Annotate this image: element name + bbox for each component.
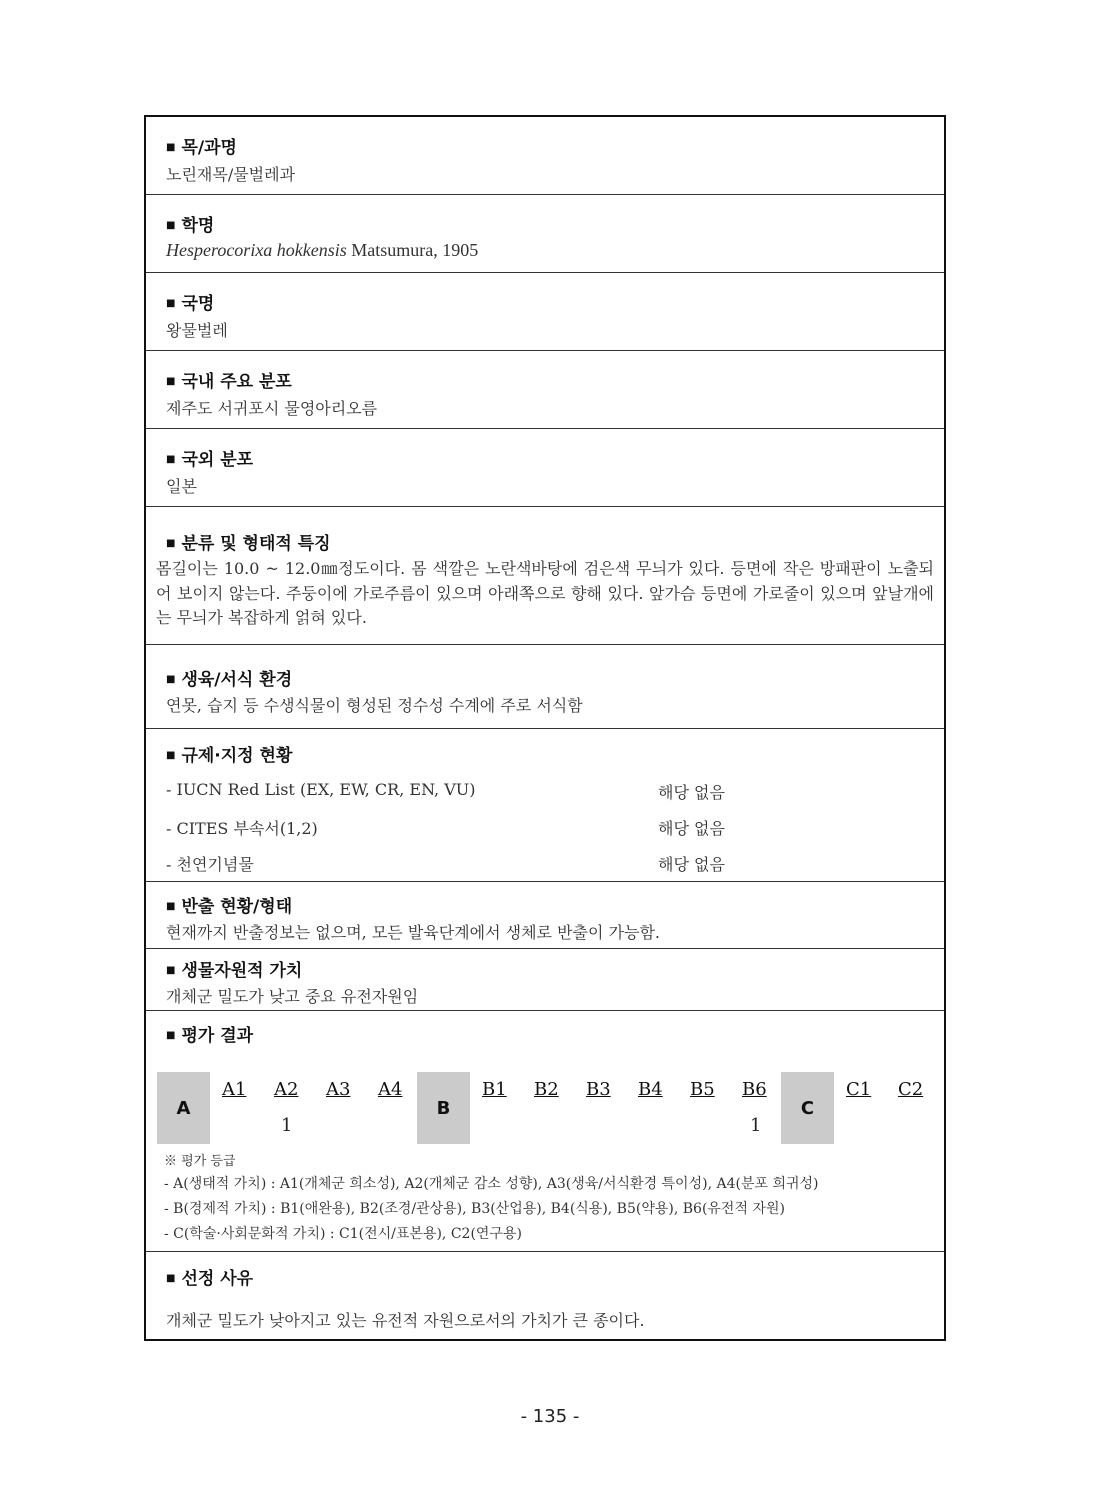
heading-scientific-name: ■ 학명 [166, 216, 215, 236]
regulation-value-iucn: 해당 없음 [658, 783, 725, 802]
eval-note-b: - B(경제적 가치) : B1(애완용), B2(조경/관상용), B3(산업용), B4(식용), B5(약용), B6(유전적 자원) [164, 1201, 785, 1217]
eval-code-c2: C2 [898, 1079, 924, 1100]
section-scientific-name [146, 195, 944, 273]
regulation-label-monument: - 천연기념물 [166, 855, 254, 874]
section-regulation [146, 729, 944, 882]
eval-code-b5: B5 [690, 1079, 715, 1100]
section-domestic-distribution [146, 351, 944, 429]
section-export [146, 882, 944, 949]
eval-code-a4: A4 [378, 1079, 403, 1100]
eval-code-b1: B1 [482, 1079, 507, 1100]
section-foreign-distribution [146, 429, 944, 507]
eval-code-b2: B2 [534, 1079, 559, 1100]
section-morphology [146, 507, 944, 645]
eval-code-a1: A1 [222, 1079, 247, 1100]
heading-regulation: ■ 규제·지정 현황 [166, 746, 293, 766]
heading-reason: ■ 선정 사유 [166, 1269, 254, 1289]
section-order-family [146, 117, 944, 195]
heading-foreign-distribution: ■ 국외 분포 [166, 450, 254, 470]
heading-evaluation: ■ 평가 결과 [166, 1026, 254, 1046]
page-number: - 135 - [520, 1406, 580, 1427]
section-bio-value [146, 949, 944, 1011]
eval-code-a3: A3 [326, 1079, 351, 1100]
heading-domestic-distribution: ■ 국내 주요 분포 [166, 372, 292, 392]
eval-note-title: ※ 평가 등급 [164, 1154, 236, 1169]
eval-value-b6: 1 [750, 1115, 762, 1136]
eval-code-b4: B4 [638, 1079, 663, 1100]
heading-export: ■ 반출 현황/형태 [166, 897, 293, 917]
species-info-table [144, 115, 946, 1341]
eval-note-c: - C(학술·사회문화적 가치) : C1(전시/표본용), C2(연구용) [164, 1226, 522, 1242]
section-evaluation [146, 1011, 944, 1252]
eval-code-b3: B3 [586, 1079, 611, 1100]
eval-group-a: A [157, 1072, 210, 1144]
heading-habitat: ■ 생육/서식 환경 [166, 670, 293, 690]
eval-group-c: C [781, 1072, 834, 1144]
text-morphology: 몸길이는 10.0 ~ 12.0㎜정도이다. 몸 색깔은 노란색바탕에 검은색 무늬가 있다. 등면에 작은 방패판이 노출되어 보이지 않는다. 주둥이에 가로주름이 있으며 아래쪽으로 향해 있다. 앞가슴 등면에 가로줄이 있으며 앞날개에는 무늬가 복잡하게 얽혀 있다. [156, 559, 934, 627]
heading-morphology: ■ 분류 및 형태적 특징 [166, 534, 331, 554]
value-bio-value: 개체군 밀도가 낮고 중요 유전자원임 [166, 987, 419, 1006]
section-habitat [146, 645, 944, 729]
eval-value-a2: 1 [281, 1115, 293, 1136]
eval-code-b6: B6 [742, 1079, 767, 1100]
heading-korean-name: ■ 국명 [166, 294, 215, 314]
heading-order-family: ■ 목/과명 [166, 138, 237, 158]
regulation-value-cites: 해당 없음 [658, 819, 725, 838]
heading-bio-value: ■ 생물자원적 가치 [166, 961, 303, 981]
eval-group-b: B [417, 1072, 470, 1144]
value-order-family: 노린재목/물벌레과 [166, 165, 296, 184]
value-foreign-distribution: 일본 [166, 477, 197, 496]
regulation-label-iucn: - IUCN Red List (EX, EW, CR, EN, VU) [166, 780, 476, 799]
value-export: 현재까지 반출정보는 없으며, 모든 발육단계에서 생체로 반출이 가능함. [166, 923, 660, 942]
value-domestic-distribution: 제주도 서귀포시 물영아리오름 [166, 399, 378, 418]
value-scientific-name: Hesperocorixa hokkensis Matsumura, 1905 [166, 240, 479, 260]
eval-code-c1: C1 [846, 1079, 872, 1100]
eval-note-a: - A(생태적 가치) : A1(개체군 희소성), A2(개체군 감소 성향), A3(생육/서식환경 특이성), A4(분포 희귀성) [164, 1176, 819, 1192]
value-reason: 개체군 밀도가 낮아지고 있는 유전적 자원으로서의 가치가 큰 종이다. [166, 1311, 645, 1330]
value-korean-name: 왕물벌레 [166, 321, 228, 340]
section-reason [146, 1252, 944, 1339]
regulation-value-monument: 해당 없음 [658, 855, 725, 874]
section-korean-name [146, 273, 944, 351]
eval-code-a2: A2 [274, 1079, 299, 1100]
regulation-label-cites: - CITES 부속서(1,2) [166, 819, 318, 838]
value-habitat: 연못, 습지 등 수생식물이 형성된 정수성 수계에 주로 서식함 [166, 696, 583, 715]
